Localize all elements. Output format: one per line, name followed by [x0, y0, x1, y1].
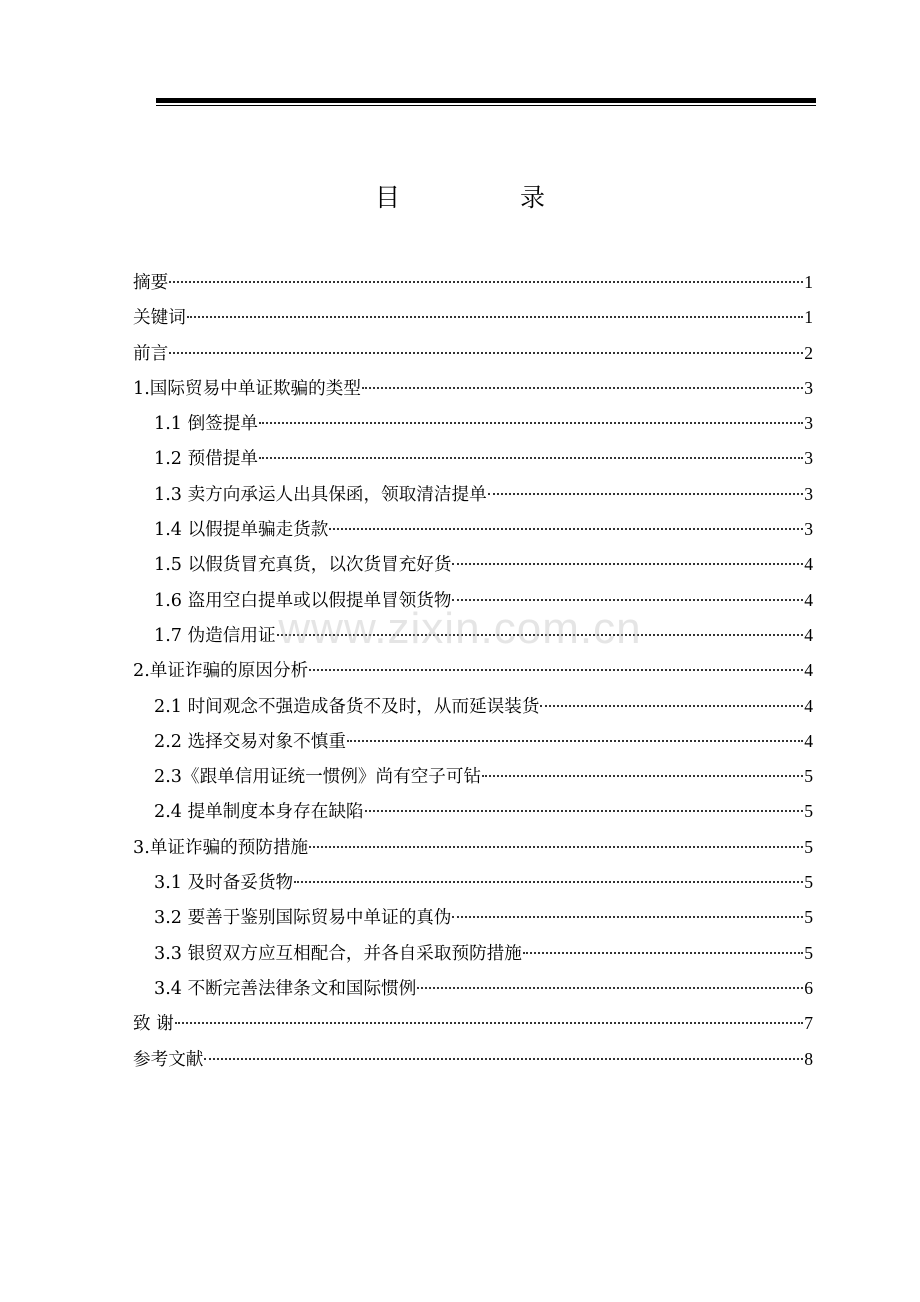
toc-entry-label: 2.4 提单制度本身存在缺陷 [154, 802, 364, 823]
toc-entry[interactable] [133, 689, 813, 724]
toc-entry-page: 4 [804, 554, 813, 575]
toc-entry[interactable] [133, 759, 813, 794]
toc-entry[interactable] [133, 441, 813, 476]
toc-entry[interactable] [133, 865, 813, 900]
toc-entry-page: 1 [804, 272, 813, 292]
toc-entry-page: 3 [804, 448, 813, 469]
table-of-contents [133, 265, 813, 1077]
toc-entry-label: 3.1 及时备妥货物 [154, 873, 294, 894]
toc-leader-dots [187, 316, 803, 318]
toc-entry-label: 1.5 以假货冒充真货，以次货冒充好货 [154, 555, 452, 576]
header-rule-thin [156, 105, 816, 106]
toc-entry[interactable] [133, 512, 813, 547]
toc-entry[interactable] [133, 477, 813, 512]
toc-leader-dots [452, 916, 803, 918]
toc-entry-page: 5 [804, 836, 813, 857]
toc-entry-page: 7 [804, 1013, 813, 1034]
toc-entry-page: 5 [804, 942, 813, 963]
toc-leader-dots [523, 952, 803, 954]
toc-entry-page: 5 [804, 766, 813, 787]
toc-entry-label: 1.6 盗用空白提单或以假提单冒领货物 [154, 590, 452, 611]
toc-entry[interactable] [133, 724, 813, 759]
toc-entry-label: 3.2 要善于鉴别国际贸易中单证的真伪 [154, 908, 452, 929]
toc-entry-page: 4 [804, 589, 813, 610]
toc-entry[interactable] [133, 583, 813, 618]
toc-leader-dots [452, 563, 803, 565]
toc-entry[interactable] [133, 265, 813, 300]
toc-entry[interactable] [133, 936, 813, 971]
toc-entry-page: 5 [804, 872, 813, 893]
toc-entry[interactable] [133, 653, 813, 688]
toc-entry[interactable] [133, 830, 813, 865]
toc-entry-label: 致 谢 [133, 1014, 174, 1035]
toc-entry-label: 1.国际贸易中单证欺骗的类型 [133, 378, 361, 399]
header-rule-thick [156, 98, 816, 103]
toc-entry-page: 4 [804, 695, 813, 716]
toc-entry-label: 2.3《跟单信用证统一惯例》尚有空子可钻 [154, 767, 482, 788]
toc-entry-page: 4 [804, 624, 813, 645]
toc-entry-label: 关键词 [133, 308, 186, 329]
toc-entry-page: 5 [804, 907, 813, 928]
toc-entry[interactable] [133, 406, 813, 441]
toc-entry-label: 1.2 预借提单 [154, 449, 258, 470]
toc-entry-label: 参考文献 [133, 1049, 204, 1070]
toc-entry-label: 3.4 不断完善法律条文和国际惯例 [154, 978, 417, 999]
toc-entry-label: 3.3 银贸双方应互相配合，并各自采取预防措施 [154, 943, 522, 964]
toc-leader-dots [175, 1022, 803, 1024]
toc-entry-label: 前言 [133, 343, 169, 364]
toc-entry-page: 3 [804, 483, 813, 504]
toc-entry[interactable] [133, 336, 813, 371]
toc-entry[interactable] [133, 300, 813, 335]
toc-entry-label: 2.1 时间观念不强造成备货不及时，从而延误装货 [154, 696, 540, 717]
toc-entry[interactable] [133, 1006, 813, 1041]
toc-leader-dots [169, 281, 803, 283]
toc-entry-page: 4 [804, 660, 813, 681]
page-title: 目 录 [375, 183, 601, 212]
toc-leader-dots [259, 422, 803, 424]
toc-entry-label: 1.3 卖方向承运人出具保函，领取清洁提单 [154, 484, 487, 505]
toc-entry-label: 摘要 [133, 273, 169, 293]
toc-leader-dots [488, 493, 804, 495]
toc-entry-page: 8 [804, 1048, 813, 1069]
toc-entry-page: 3 [804, 377, 813, 398]
toc-leader-dots [362, 387, 803, 389]
toc-leader-dots [482, 775, 803, 777]
toc-entry-page: 1 [804, 307, 813, 328]
toc-entry[interactable] [133, 1042, 813, 1077]
toc-entry[interactable] [133, 971, 813, 1006]
toc-entry[interactable] [133, 371, 813, 406]
toc-leader-dots [277, 634, 804, 636]
watermark: www.zixin.com.cn [278, 604, 642, 653]
toc-entry-label: 1.4 以假提单骗走货款 [154, 520, 329, 541]
toc-entry-page: 5 [804, 801, 813, 822]
toc-leader-dots [309, 846, 803, 848]
toc-entry-label: 2.2 选择交易对象不慎重 [154, 731, 346, 752]
toc-leader-dots [329, 528, 803, 530]
toc-entry-label: 2.单证诈骗的原因分析 [133, 661, 309, 682]
toc-entry-page: 6 [804, 977, 813, 998]
toc-leader-dots [294, 881, 803, 883]
toc-entry[interactable] [133, 794, 813, 829]
toc-leader-dots [259, 457, 803, 459]
toc-leader-dots [347, 740, 803, 742]
toc-entry-label: 1.1 倒签提单 [154, 414, 258, 435]
toc-entry-label: 3.单证诈骗的预防措施 [133, 837, 309, 858]
toc-leader-dots [169, 352, 803, 354]
toc-leader-dots [540, 705, 803, 707]
toc-entry-page: 3 [804, 519, 813, 540]
toc-entry-page: 4 [804, 730, 813, 751]
toc-leader-dots [309, 669, 803, 671]
toc-entry-label: 1.7 伪造信用证 [154, 625, 276, 646]
toc-entry-page: 3 [804, 413, 813, 434]
toc-leader-dots [417, 987, 803, 989]
toc-entry[interactable] [133, 900, 813, 935]
toc-leader-dots [365, 810, 804, 812]
toc-entry-page: 2 [804, 342, 813, 363]
toc-entry[interactable] [133, 547, 813, 582]
toc-leader-dots [204, 1058, 803, 1060]
toc-entry[interactable] [133, 618, 813, 653]
toc-leader-dots [452, 599, 803, 601]
